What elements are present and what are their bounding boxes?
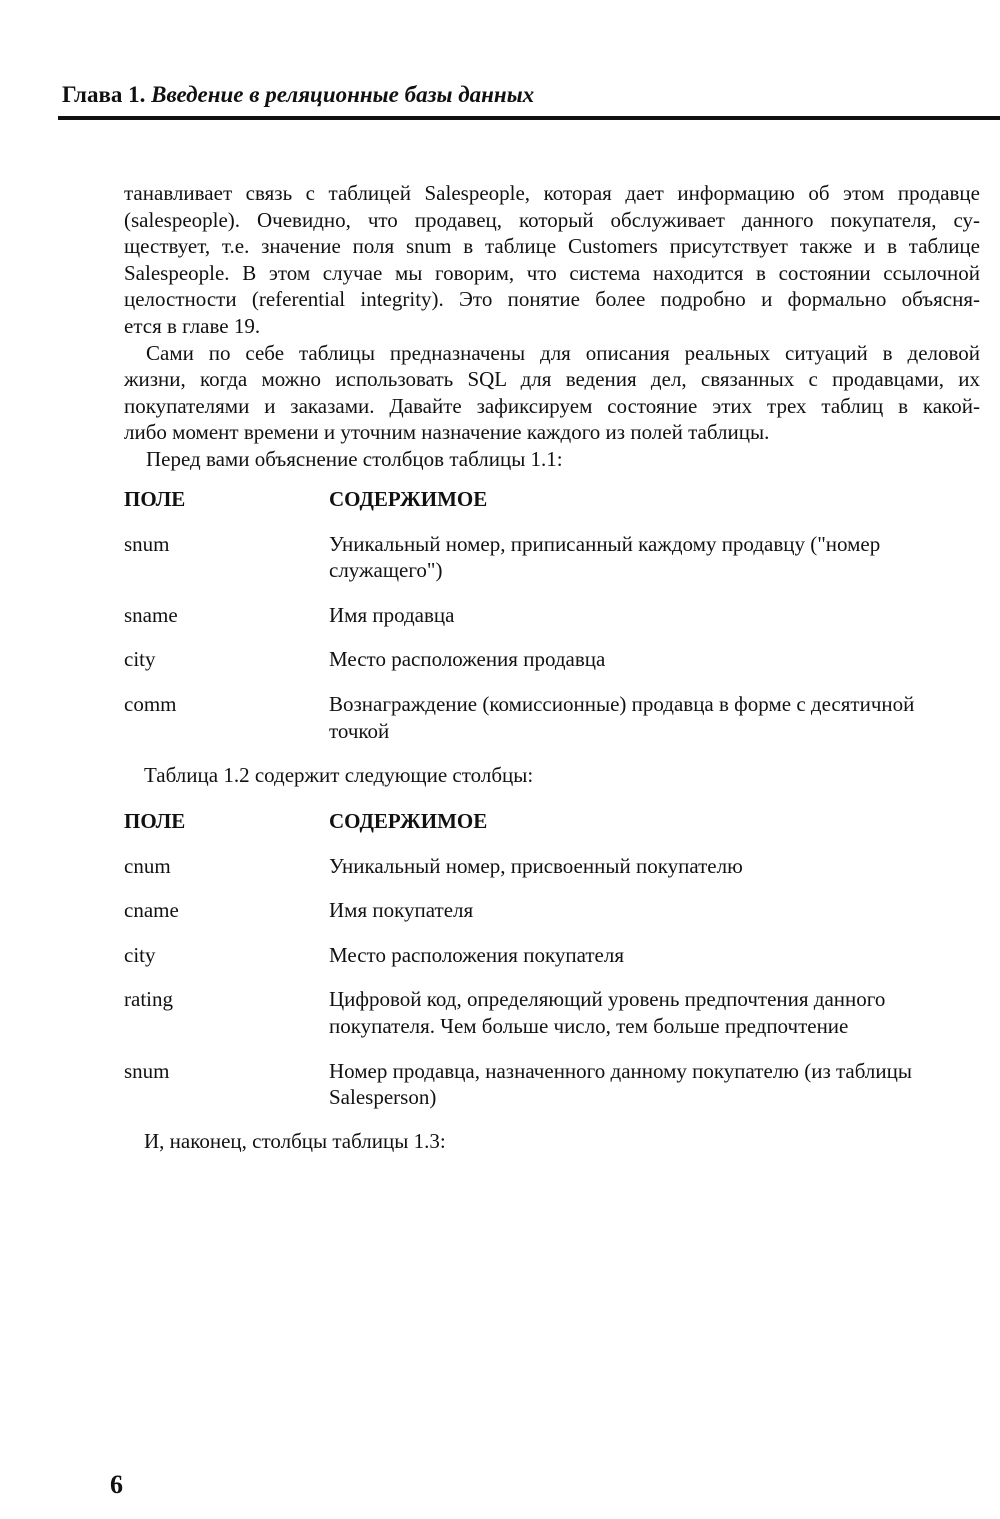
table-row xyxy=(124,531,980,584)
table-row xyxy=(124,986,980,1039)
field-name: cname xyxy=(124,898,179,923)
field-name: city xyxy=(124,942,156,967)
field-name: rating xyxy=(124,987,173,1012)
field-description: Номер продавца, назначенного данному покупателю (из таблицы Salesperson) xyxy=(329,1058,912,1110)
running-header xyxy=(62,82,534,108)
chapter-label: Глава 1. xyxy=(62,82,146,107)
text-line: покупателями и заказами. Давайте зафиксируем состояние этих трех таблиц в какой- xyxy=(124,393,980,418)
field-name: sname xyxy=(124,602,178,627)
text-line: И, наконец, столбцы таблицы 1.3: xyxy=(144,1129,446,1153)
field-name: snum xyxy=(124,1058,170,1083)
table-row xyxy=(124,897,980,924)
header-field: ПОЛЕ xyxy=(124,487,186,511)
page-number: 6 xyxy=(110,1470,123,1499)
header-content: СОДЕРЖИМОЕ xyxy=(329,487,488,511)
field-description: Вознаграждение (комиссионные) продавца в форме с десятичной точкой xyxy=(329,691,915,743)
table-row xyxy=(124,646,980,673)
table-row xyxy=(124,853,980,880)
text-line: жизни, когда можно использовать SQL для ведения дел, связанных с продавцами, их xyxy=(124,367,980,392)
header-content: СОДЕРЖИМОЕ xyxy=(329,809,488,833)
field-description: Уникальный номер, приписанный каждому продавцу ("номер служащего") xyxy=(329,531,881,583)
chapter-title: Введение в реляционные базы данных xyxy=(151,82,535,107)
text-line: ществует, т.е. значение поля snum в таблице Customers присутствует также и в таблице xyxy=(124,234,980,259)
table-1-1-columns xyxy=(124,486,980,762)
table-intro: Перед вами объяснение столбцов таблицы 1.1: xyxy=(146,446,563,471)
table-row xyxy=(124,691,980,744)
field-name: cnum xyxy=(124,853,171,878)
table-intro-3 xyxy=(144,1128,1000,1155)
text-line: (salespeople). Очевидно, что продавец, который обслуживает данного покупателя, су- xyxy=(124,207,980,232)
field-description: Имя продавца xyxy=(329,602,455,627)
field-description: Имя покупателя xyxy=(329,898,474,923)
table-1-2-columns xyxy=(124,808,980,1129)
field-description: Место расположения покупателя xyxy=(329,942,625,967)
text-line: танавливает связь с таблицей Salespeople, которая дает информацию об этом продавце xyxy=(124,181,980,205)
field-description: Уникальный номер, присвоенный покупателю xyxy=(329,853,743,878)
table-intro-2 xyxy=(144,762,1000,789)
table-header xyxy=(124,486,980,513)
field-name: comm xyxy=(124,691,177,716)
text-line: целостности (referential integrity). Это понятие более подробно и формально объясня- xyxy=(124,287,980,312)
field-description: Место расположения продавца xyxy=(329,647,606,672)
text-line: Salespeople. В этом случае мы говорим, что система находится в состоянии ссылочной xyxy=(124,260,980,285)
table-header xyxy=(124,808,980,835)
text-line: либо момент времени и уточним назначение каждого из полей таблицы. xyxy=(124,420,770,445)
field-name: snum xyxy=(124,531,170,556)
text-line: Таблица 1.2 содержит следующие столбцы: xyxy=(144,763,534,787)
body-paragraph-1 xyxy=(124,180,980,473)
field-description: Цифровой код, определяющий уровень предпочтения данного покупателя. Чем больше число, тем больше предпочтение xyxy=(329,987,886,1038)
header-rule xyxy=(58,116,1000,120)
text-line: Сами по себе таблицы предназначены для описания реальных ситуаций в деловой xyxy=(146,340,980,365)
header-field: ПОЛЕ xyxy=(124,809,186,833)
table-row xyxy=(124,1058,980,1111)
table-row xyxy=(124,942,980,969)
field-name: city xyxy=(124,647,156,672)
text-line: ется в главе 19. xyxy=(124,313,261,338)
table-row xyxy=(124,602,980,629)
